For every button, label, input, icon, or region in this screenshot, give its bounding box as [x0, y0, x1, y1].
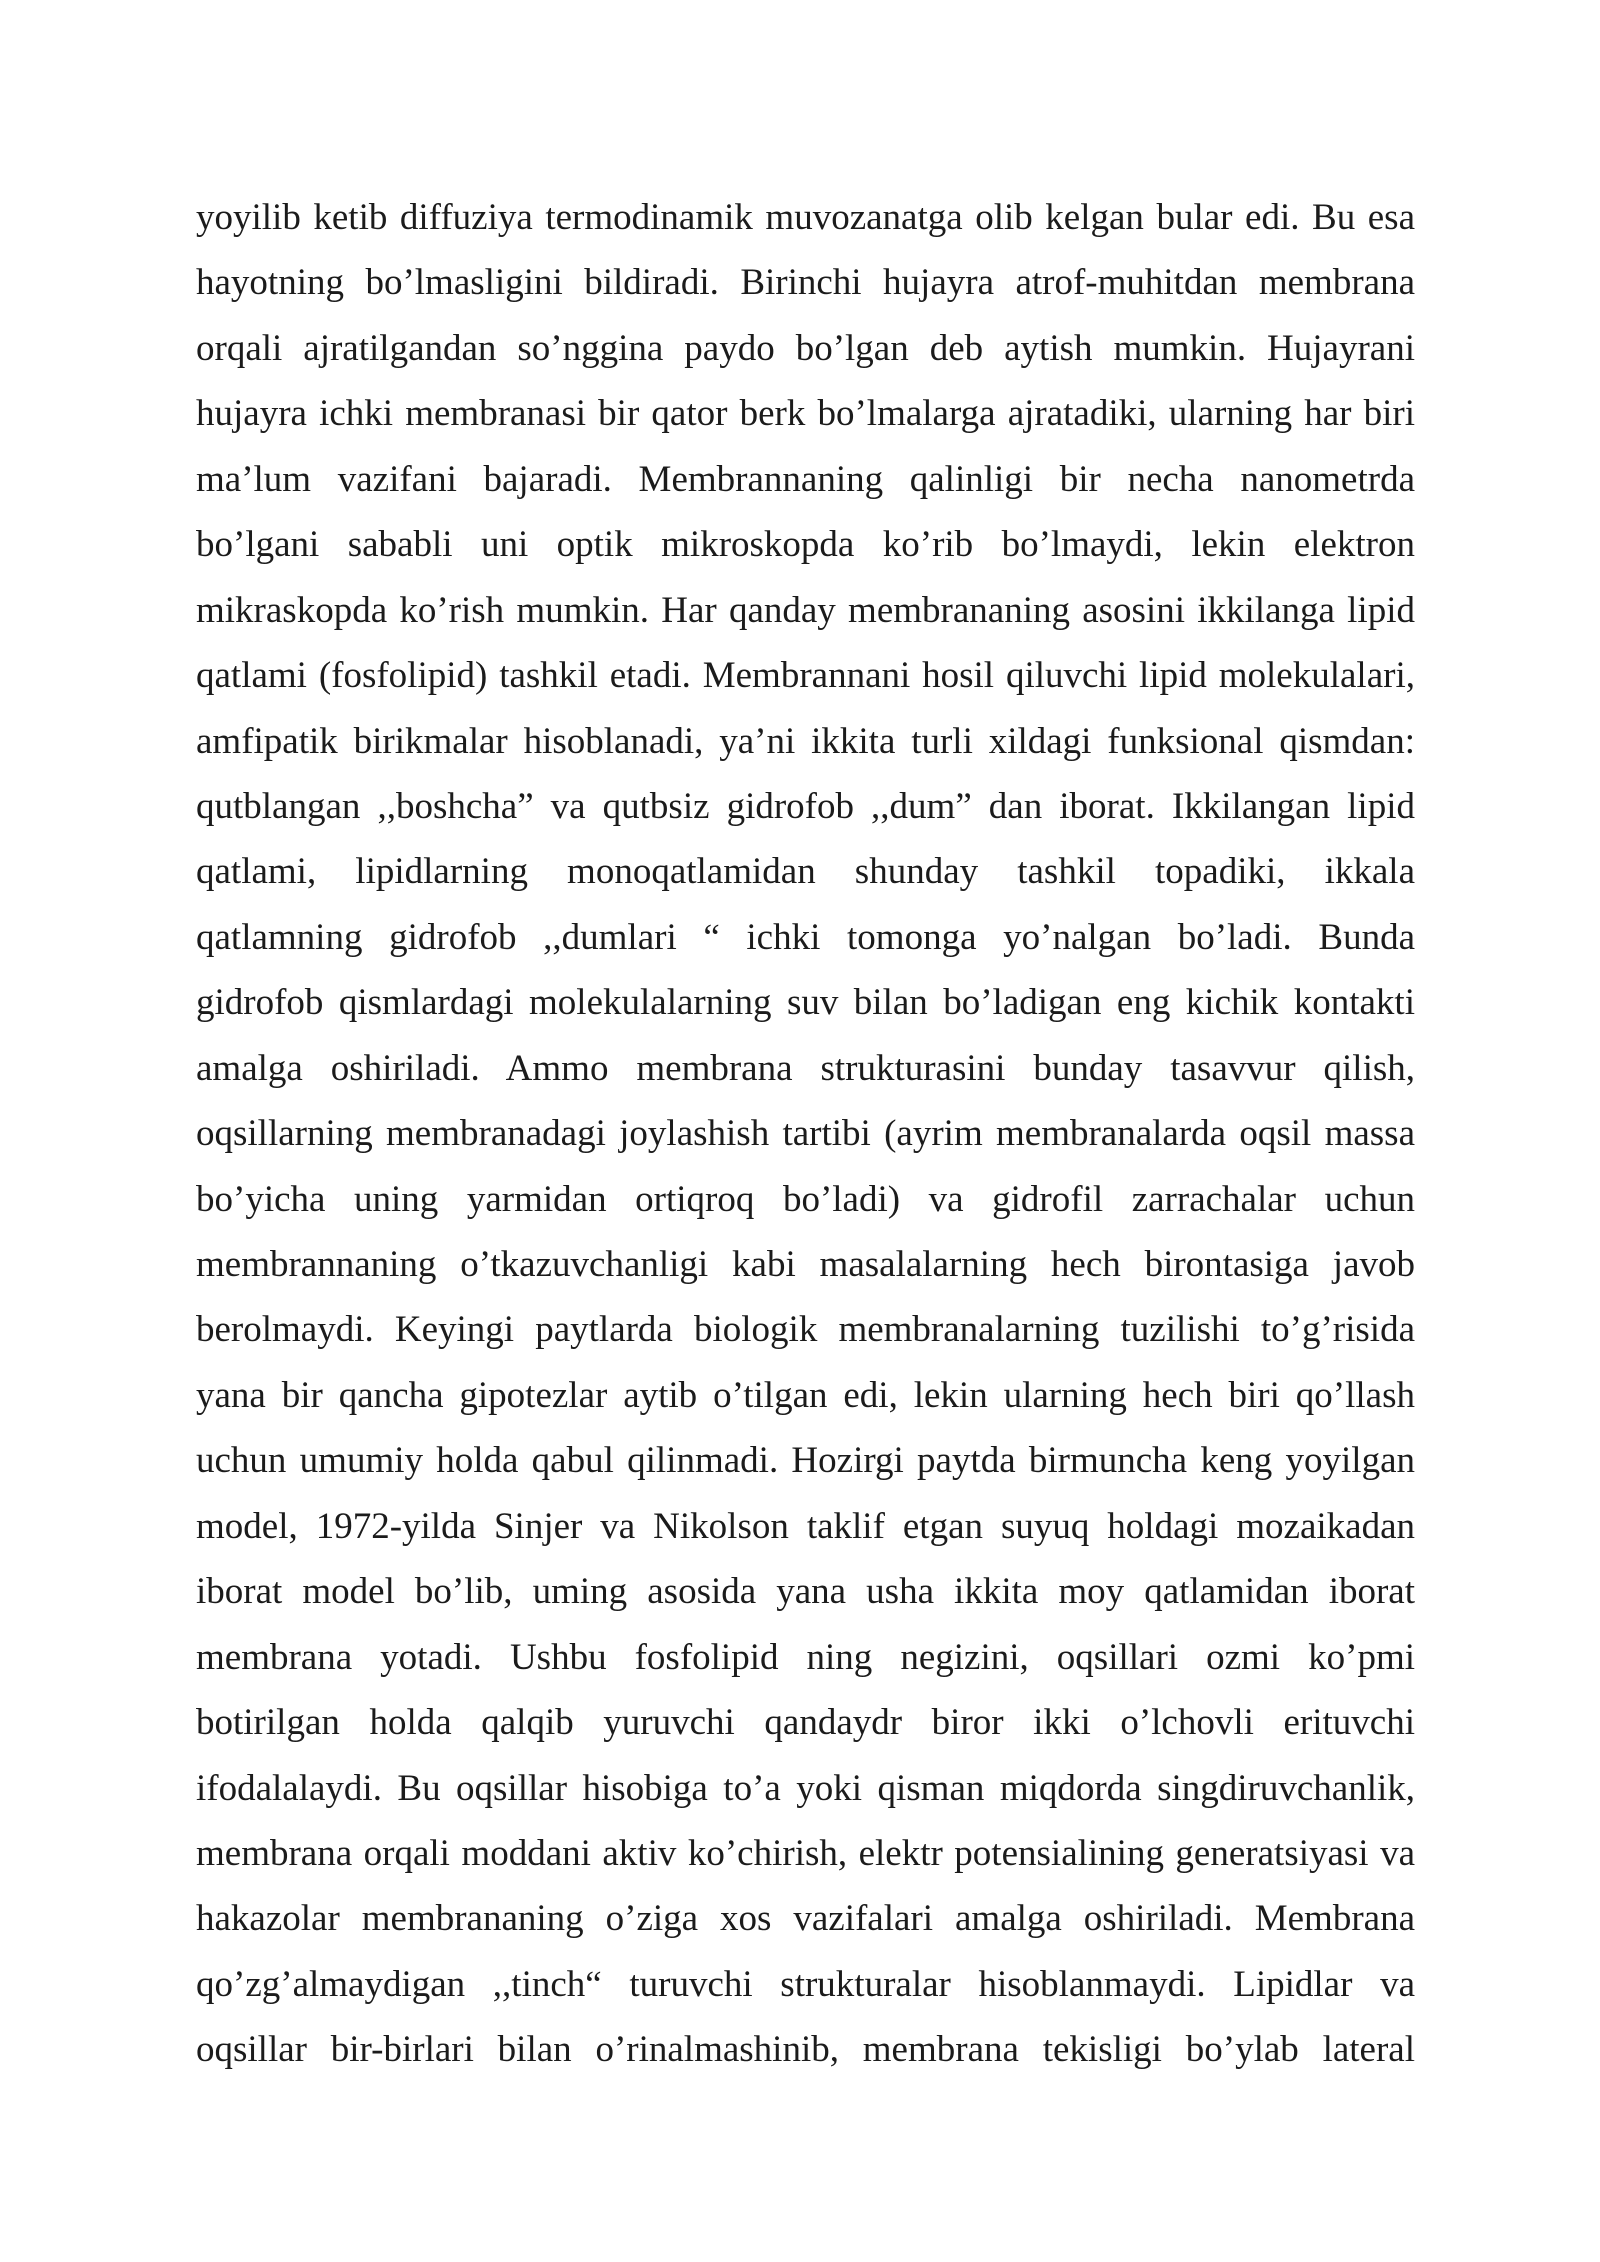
text-line: amfipatik birikmalar hisoblanadi, ya’ni ikkita turli xildagi funksional qismdan:: [196, 720, 1415, 762]
text-line: hujayra ichki membranasi bir qator berk bo’lmalarga ajratadiki, ularning har biri: [196, 393, 1415, 435]
text-line: qutblangan ,,boshcha” va qutbsiz gidrofob ,,dum” dan iborat. Ikkilangan lipid: [196, 785, 1415, 827]
text-line: uchun umumiy holda qabul qilinmadi. Hozirgi paytda birmuncha keng yoyilgan: [196, 1440, 1415, 1482]
text-line: bo’yicha uning yarmidan ortiqroq bo’ladi) va gidrofil zarrachalar uchun: [196, 1178, 1415, 1220]
text-line: iborat model bo’lib, uming asosida yana usha ikkita moy qatlamidan iborat: [196, 1571, 1415, 1613]
text-line: ma’lum vazifani bajaradi. Membrannaning qalinligi bir necha nanometrda: [196, 458, 1415, 500]
text-line: gidrofob qismlardagi molekulalarning suv bilan bo’ladigan eng kichik kontakti: [196, 982, 1415, 1024]
text-line: qatlami, lipidlarning monoqatlamidan shunday tashkil topadiki, ikkala: [196, 851, 1415, 893]
text-line: yoyilib ketib diffuziya termodinamik muvozanatga olib kelgan bular edi. Bu esa: [196, 197, 1415, 238]
text-line: bo’lgani sababli uni optik mikroskopda ko’rib bo’lmaydi, lekin elektron: [196, 524, 1415, 566]
text-line: mikraskopda ko’rish mumkin. Har qanday membrananing asosini ikkilanga lipid: [196, 589, 1415, 631]
text-line: ifodalalaydi. Bu oqsillar hisobiga to’a yoki qisman miqdorda singdiruvchanlik,: [196, 1767, 1415, 1809]
text-line: qo’zg’almaydigan ,,tinch“ turuvchi strukturalar hisoblanmaydi. Lipidlar va: [196, 1963, 1415, 2005]
text-line: model, 1972-yilda Sinjer va Nikolson taklif etgan suyuq holdagi mozaikadan: [196, 1505, 1415, 1547]
text-line: qatlamning gidrofob ,,dumlari “ ichki tomonga yo’nalgan bo’ladi. Bunda: [196, 916, 1415, 958]
text-line: membrana yotadi. Ushbu fosfolipid ning negizini, oqsillari ozmi ko’pmi: [196, 1636, 1415, 1678]
text-line: oqsillarning membranadagi joylashish tartibi (ayrim membranalarda oqsil massa: [196, 1113, 1415, 1155]
text-line: qatlami (fosfolipid) tashkil etadi. Membrannani hosil qiluvchi lipid molekulalari,: [196, 655, 1415, 697]
body-text: [196, 185, 1415, 2083]
text-line: oqsillar bir-birlari bilan o’rinalmashinib, membrana tekisligi bo’ylab lateral: [196, 2029, 1415, 2071]
text-line: membrana orqali moddani aktiv ko’chirish, elektr potensialining generatsiyasi va: [196, 1832, 1415, 1874]
text-line: membrannaning o’tkazuvchanligi kabi masalalarning hech birontasiga javob: [196, 1244, 1415, 1285]
text-line: amalga oshiriladi. Ammo membrana strukturasini bunday tasavvur qilish,: [196, 1047, 1415, 1089]
text-line: yana bir qancha gipotezlar aytib o’tilgan edi, lekin ularning hech biri qo’llash: [196, 1374, 1415, 1416]
text-line: orqali ajratilgandan so’nggina paydo bo’lgan deb aytish mumkin. Hujayrani: [196, 327, 1415, 369]
text-line: hayotning bo’lmasligini bildiradi. Birinchi hujayra atrof-muhitdan membrana: [196, 262, 1415, 304]
text-line: berolmaydi. Keyingi paytlarda biologik membranalarning tuzilishi to’g’risida: [196, 1309, 1415, 1351]
text-line: hakazolar membrananing o’ziga xos vazifalari amalga oshiriladi. Membrana: [196, 1898, 1415, 1940]
text-line: botirilgan holda qalqib yuruvchi qandaydr biror ikki o’lchovli erituvchi: [196, 1702, 1415, 1744]
